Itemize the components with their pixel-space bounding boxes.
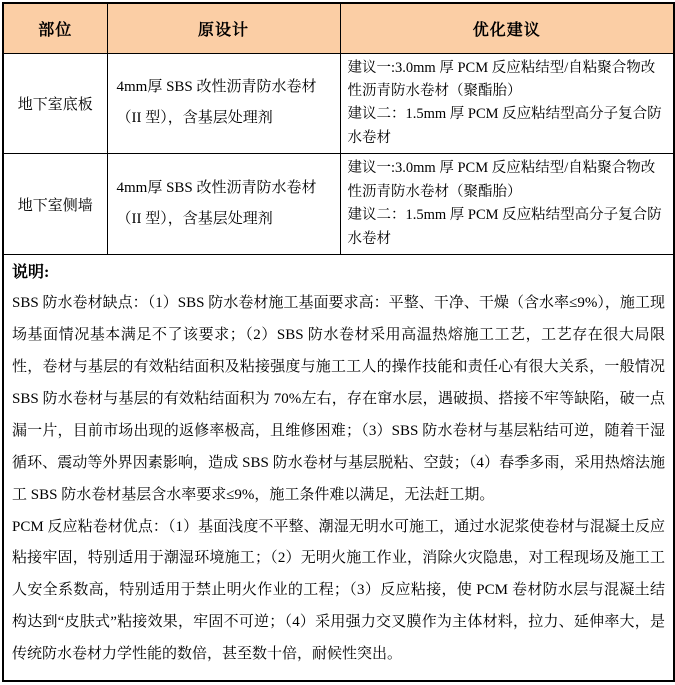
note-title: 说明: (12, 264, 50, 282)
note-row (3, 255, 674, 681)
note-cell (3, 255, 674, 681)
optimization-table (2, 2, 675, 682)
part-cell: 地下室底板 (3, 53, 107, 154)
suggestion-line-1: 建议一:3.0mm 厚 PCM 反应粘结型/自粘聚合物改性沥青防水卷材（聚酯胎） (347, 160, 656, 200)
original-design-cell: 4mm厚 SBS 改性沥青防水卷材（II 型），含基层处理剂 (107, 53, 340, 154)
header-cell-part: 部位 (3, 3, 107, 53)
table-header-row (3, 3, 674, 53)
original-design-cell: 4mm厚 SBS 改性沥青防水卷材（II 型），含基层处理剂 (107, 154, 340, 255)
header-cell-original-design: 原设计 (107, 3, 340, 53)
header-cell-optimization-suggestion: 优化建议 (340, 3, 674, 53)
suggestion-line-2: 建议二：1.5mm 厚 PCM 反应粘结型高分子复合防水卷材 (347, 106, 662, 146)
suggestion-line-1: 建议一:3.0mm 厚 PCM 反应粘结型/自粘聚合物改性沥青防水卷材（聚酯胎） (347, 59, 656, 99)
suggestion-line-2: 建议二：1.5mm 厚 PCM 反应粘结型高分子复合防水卷材 (347, 207, 662, 247)
note-paragraph-pcm-advantages: PCM 反应粘卷材优点：（1）基面浅度不平整、潮湿无明水可施工，通过水泥浆使卷材与混凝土反应粘接牢固，特别适用于潮湿环境施工；（2）无明火施工作业，消除火灾隐患，对工程现场及施工工人安全系数高，特别适用于禁止明火作业的工程；（3）反应粘接，使 PCM 卷材防水层与混凝土结构达到“皮肤式”粘接效果，牢固不可逆；（4）采用强力交叉膜作为主体材料，拉力、延伸率大，是传统防水卷材力学性能的数倍，甚至数十倍，耐候性突出。 (12, 518, 665, 663)
table-row-basement-floor (3, 53, 674, 154)
suggestion-cell (340, 53, 674, 154)
part-cell: 地下室侧墙 (3, 154, 107, 255)
table-row-basement-sidewall (3, 154, 674, 255)
suggestion-cell (340, 154, 674, 255)
note-paragraph-sbs-disadvantages: SBS 防水卷材缺点：（1）SBS 防水卷材施工基面要求高：平整、干净、干燥（含水率≤9%），施工现场基面情况基本满足不了该要求；（2）SBS 防水卷材采用高温热熔施工工艺，工艺存在很大局限性，卷材与基层的有效粘结面积及粘接强度与施工工人的操作技能和责任心有很大关系，一般情况 SBS 防水卷材与基层的有效粘结面积为 70%左右，存在窜水层，遇破损、搭接不牢等缺陷，破一点漏一片，目前市场出现的返修率极高，且维修困难；（3）SBS 防水卷材与基层粘结可逆，随着干湿循环、震动等外界因素影响，造成 SBS 防水卷材与基层脱粘、空鼓；（4）春季多雨，采用热熔法施工 SBS 防水卷材基层含水率要求≤9%，施工条件难以满足，无法赶工期。 (12, 294, 665, 503)
